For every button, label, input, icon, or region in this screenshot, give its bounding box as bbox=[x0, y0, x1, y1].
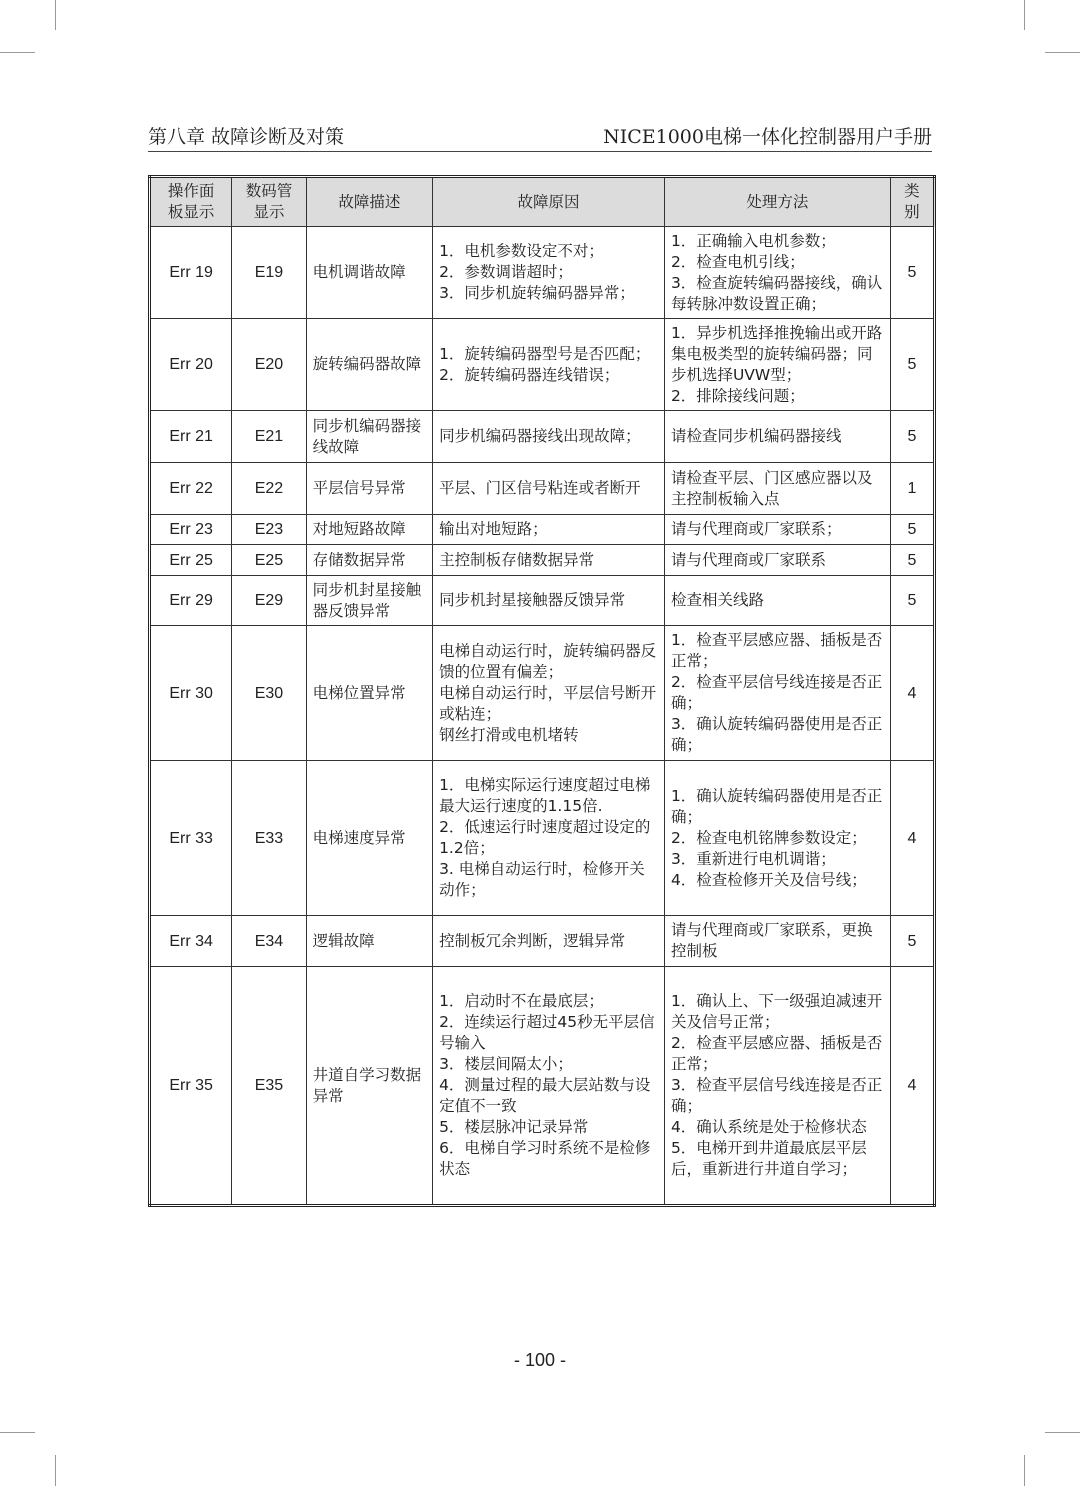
solution: 1．确认旋转编码器使用是否正确； 2．检查电机铭牌参数设定； 3．重新进行电机调谐； 4．检查检修开关及信号线； bbox=[664, 761, 890, 916]
fault-description: 同步机编码器接线故障 bbox=[306, 411, 432, 463]
solution: 1．正确输入电机参数； 2．检查电机引线； 3．检查旋转编码器接线，确认每转脉冲数设置正确； bbox=[664, 227, 890, 319]
crop-mark bbox=[55, 1455, 56, 1486]
panel-display: Err 35 bbox=[150, 967, 232, 1206]
led-display: E29 bbox=[232, 576, 306, 626]
category: 5 bbox=[890, 916, 934, 967]
table-row bbox=[150, 626, 935, 761]
led-display: E22 bbox=[232, 463, 306, 515]
panel-display: Err 30 bbox=[150, 626, 232, 761]
header-rule bbox=[148, 151, 932, 152]
table-row bbox=[150, 576, 935, 626]
category: 4 bbox=[890, 967, 934, 1206]
page-number: - 100 - bbox=[513, 1350, 567, 1370]
category: 4 bbox=[890, 626, 934, 761]
panel-display: Err 21 bbox=[150, 411, 232, 463]
category: 5 bbox=[890, 319, 934, 411]
manual-title: NICE1000电梯一体化控制器用户手册 bbox=[603, 126, 932, 148]
solution: 请与代理商或厂家联系，更换控制板 bbox=[664, 916, 890, 967]
table-row bbox=[150, 545, 935, 576]
category: 5 bbox=[890, 576, 934, 626]
crop-mark bbox=[1024, 0, 1025, 30]
crop-mark bbox=[0, 52, 35, 53]
table-row bbox=[150, 411, 935, 463]
panel-display: Err 22 bbox=[150, 463, 232, 515]
fault-description: 同步机封星接触器反馈异常 bbox=[306, 576, 432, 626]
fault-description: 电机调谐故障 bbox=[306, 227, 432, 319]
solution: 1．异步机选择推挽输出或开路集电极类型的旋转编码器；同步机选择UVW型； 2．排除接线问题； bbox=[664, 319, 890, 411]
fault-table bbox=[148, 175, 936, 1207]
solution: 1．确认上、下一级强迫减速开关及信号正常； 2．检查平层感应器、插板是否正常； 3．检查平层信号线连接是否正确； 4．确认系统是处于检修状态 5．电梯开到井道最底层平层后，重新进行井道自学习； bbox=[664, 967, 890, 1206]
led-display: E19 bbox=[232, 227, 306, 319]
fault-cause: 主控制板存储数据异常 bbox=[433, 545, 665, 576]
col-header: 故障原因 bbox=[433, 177, 665, 227]
fault-cause: 1．旋转编码器型号是否匹配； 2．旋转编码器连线错误； bbox=[433, 319, 665, 411]
solution: 请检查同步机编码器接线 bbox=[664, 411, 890, 463]
col-header: 处理方法 bbox=[664, 177, 890, 227]
fault-cause: 同步机编码器接线出现故障； bbox=[433, 411, 665, 463]
crop-mark bbox=[0, 1432, 35, 1433]
led-display: E21 bbox=[232, 411, 306, 463]
fault-description: 电梯速度异常 bbox=[306, 761, 432, 916]
category: 4 bbox=[890, 761, 934, 916]
panel-display: Err 25 bbox=[150, 545, 232, 576]
fault-cause: 控制板冗余判断，逻辑异常 bbox=[433, 916, 665, 967]
category: 5 bbox=[890, 515, 934, 545]
table-row bbox=[150, 761, 935, 916]
panel-display: Err 29 bbox=[150, 576, 232, 626]
fault-description: 逻辑故障 bbox=[306, 916, 432, 967]
panel-display: Err 19 bbox=[150, 227, 232, 319]
led-display: E20 bbox=[232, 319, 306, 411]
table-header-row bbox=[150, 177, 935, 227]
fault-description: 存储数据异常 bbox=[306, 545, 432, 576]
fault-cause: 平层、门区信号粘连或者断开 bbox=[433, 463, 665, 515]
solution: 请与代理商或厂家联系； bbox=[664, 515, 890, 545]
led-display: E33 bbox=[232, 761, 306, 916]
solution: 检查相关线路 bbox=[664, 576, 890, 626]
led-display: E34 bbox=[232, 916, 306, 967]
led-display: E30 bbox=[232, 626, 306, 761]
category: 5 bbox=[890, 227, 934, 319]
fault-cause: 电梯自动运行时，旋转编码器反馈的位置有偏差； 电梯自动运行时，平层信号断开或粘连； 钢丝打滑或电机堵转 bbox=[433, 626, 665, 761]
chapter-title: 第八章 故障诊断及对策 bbox=[148, 126, 345, 148]
solution: 请检查平层、门区感应器以及主控制板输入点 bbox=[664, 463, 890, 515]
crop-mark bbox=[1045, 1432, 1080, 1433]
fault-cause: 同步机封星接触器反馈异常 bbox=[433, 576, 665, 626]
panel-display: Err 34 bbox=[150, 916, 232, 967]
col-header: 操作面 板显示 bbox=[150, 177, 232, 227]
led-display: E25 bbox=[232, 545, 306, 576]
panel-display: Err 20 bbox=[150, 319, 232, 411]
table-row bbox=[150, 319, 935, 411]
crop-mark bbox=[55, 0, 56, 30]
col-header: 类 别 bbox=[890, 177, 934, 227]
fault-description: 旋转编码器故障 bbox=[306, 319, 432, 411]
crop-mark bbox=[1045, 52, 1080, 53]
panel-display: Err 33 bbox=[150, 761, 232, 916]
table-row bbox=[150, 463, 935, 515]
solution: 请与代理商或厂家联系 bbox=[664, 545, 890, 576]
crop-mark bbox=[1024, 1455, 1025, 1486]
col-header: 故障描述 bbox=[306, 177, 432, 227]
panel-display: Err 23 bbox=[150, 515, 232, 545]
table-row bbox=[150, 916, 935, 967]
table-row bbox=[150, 515, 935, 545]
led-display: E35 bbox=[232, 967, 306, 1206]
fault-description: 对地短路故障 bbox=[306, 515, 432, 545]
fault-description: 电梯位置异常 bbox=[306, 626, 432, 761]
fault-cause: 输出对地短路； bbox=[433, 515, 665, 545]
fault-cause: 1．电机参数设定不对； 2．参数调谐超时； 3．同步机旋转编码器异常； bbox=[433, 227, 665, 319]
fault-description: 井道自学习数据异常 bbox=[306, 967, 432, 1206]
fault-cause: 1．启动时不在最底层； 2．连续运行超过45秒无平层信号输入 3．楼层间隔太小； 4．测量过程的最大层站数与设定值不一致 5．楼层脉冲记录异常 6．电梯自学习时系统不是检修状态 bbox=[433, 967, 665, 1206]
category: 5 bbox=[890, 411, 934, 463]
fault-description: 平层信号异常 bbox=[306, 463, 432, 515]
category: 5 bbox=[890, 545, 934, 576]
led-display: E23 bbox=[232, 515, 306, 545]
table-row bbox=[150, 967, 935, 1206]
fault-cause: 1．电梯实际运行速度超过电梯最大运行速度的1.15倍. 2．低速运行时速度超过设定的1.2倍； 3. 电梯自动运行时，检修开关动作； bbox=[433, 761, 665, 916]
solution: 1．检查平层感应器、插板是否正常； 2．检查平层信号线连接是否正确； 3．确认旋转编码器使用是否正确； bbox=[664, 626, 890, 761]
table-row bbox=[150, 227, 935, 319]
category: 1 bbox=[890, 463, 934, 515]
col-header: 数码管 显示 bbox=[232, 177, 306, 227]
